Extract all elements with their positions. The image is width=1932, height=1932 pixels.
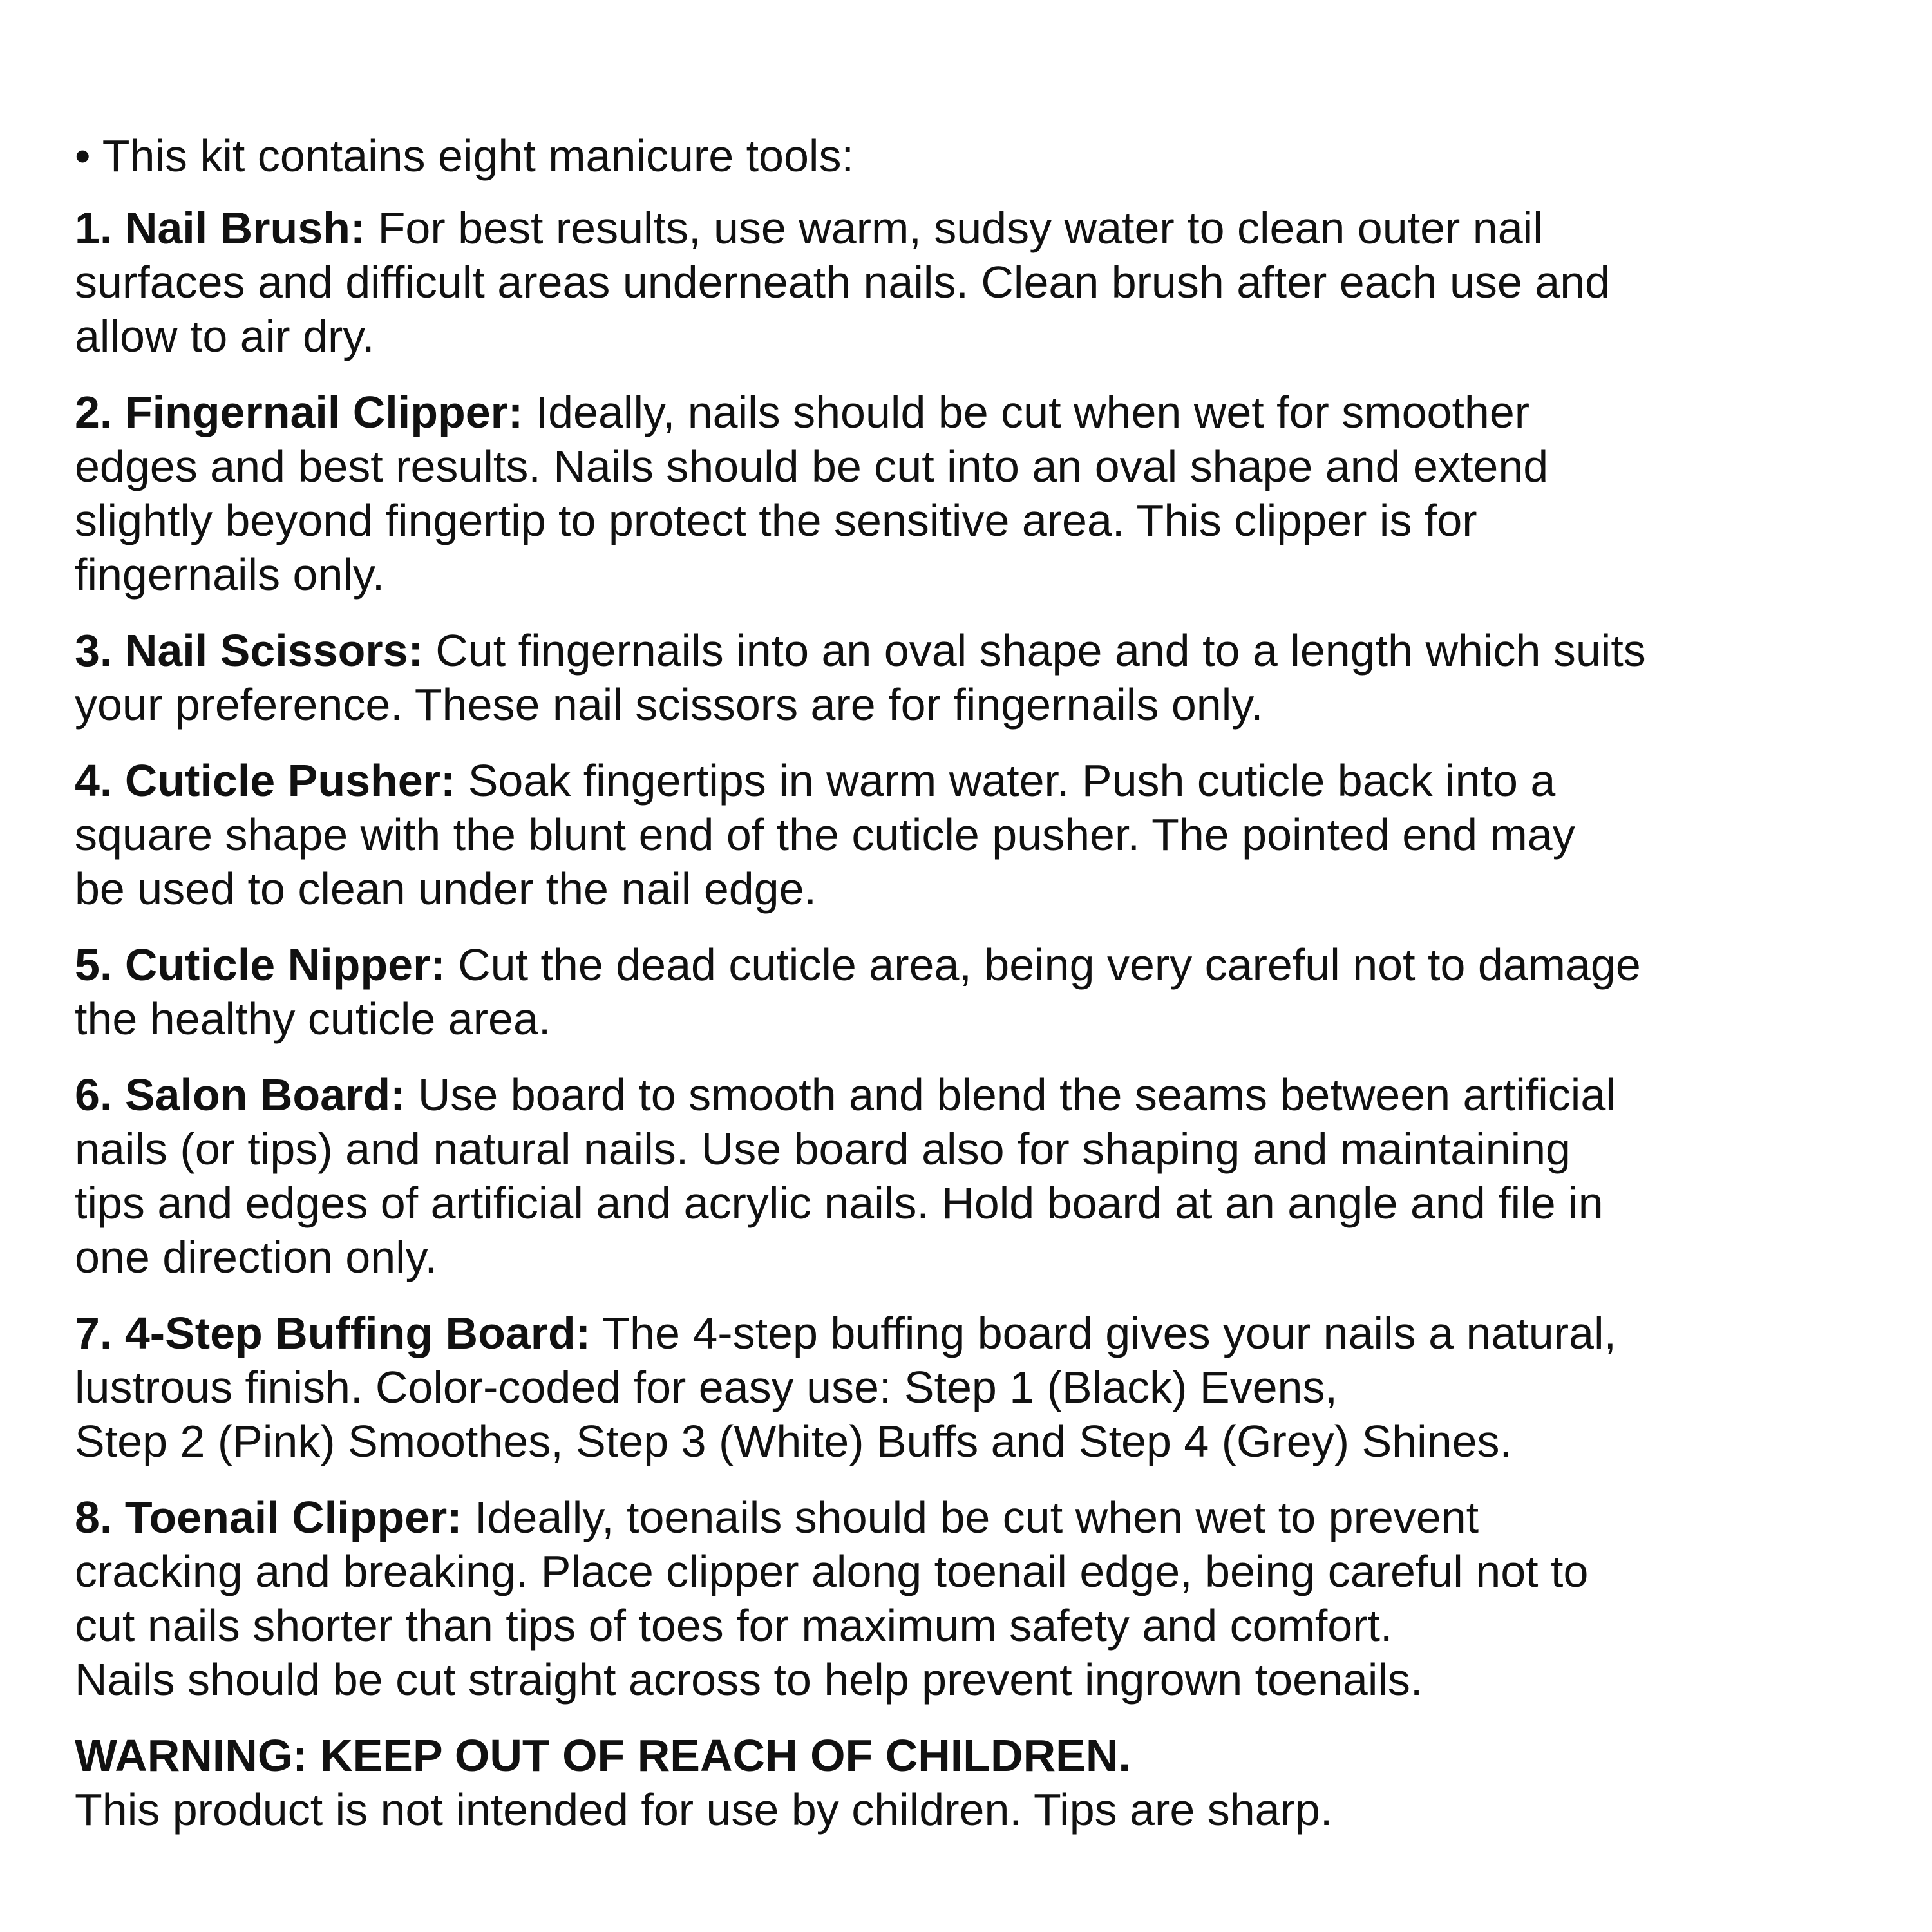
item-label: 4. Cuticle Pusher: xyxy=(75,755,456,806)
item-text: Cut the dead cuticle area, being very careful not to damage xyxy=(445,940,1641,990)
item-text: lustrous finish. Color-coded for easy use: Step 1 (Black) Evens, xyxy=(75,1362,1338,1412)
item-text: the healthy cuticle area. xyxy=(75,994,551,1044)
item-text: Use board to smooth and blend the seams between artificial xyxy=(405,1070,1616,1120)
item-text: Cut fingernails into an oval shape and to a length which suits xyxy=(422,625,1646,676)
item-label: 1. Nail Brush: xyxy=(75,203,366,253)
item-text: square shape with the blunt end of the cuticle pusher. The pointed end may xyxy=(75,810,1575,860)
item-label: 2. Fingernail Clipper: xyxy=(75,387,524,437)
item-text: surfaces and difficult areas underneath nails. Clean brush after each use and xyxy=(75,257,1611,307)
item-text: cut nails shorter than tips of toes for maximum safety and comfort. xyxy=(75,1600,1393,1651)
item-text: one direction only. xyxy=(75,1232,437,1282)
item-label: 7. 4-Step Buffing Board: xyxy=(75,1308,591,1358)
item-cuticle-nipper xyxy=(75,938,1904,1046)
item-text: Step 2 (Pink) Smoothes, Step 3 (White) Buffs and Step 4 (Grey) Shines. xyxy=(75,1416,1512,1466)
item-text: edges and best results. Nails should be cut into an oval shape and extend xyxy=(75,441,1549,491)
item-text: your preference. These nail scissors are for fingernails only. xyxy=(75,679,1264,730)
warning-title: WARNING: KEEP OUT OF REACH OF CHILDREN. xyxy=(75,1730,1131,1781)
item-text: Ideally, nails should be cut when wet for smoother xyxy=(523,387,1530,437)
item-label: 6. Salon Board: xyxy=(75,1070,406,1120)
item-text: nails (or tips) and natural nails. Use board also for shaping and maintaining xyxy=(75,1124,1571,1174)
item-toenail-clipper xyxy=(75,1490,1904,1707)
warning-text: This product is not intended for use by children. Tips are sharp. xyxy=(75,1785,1333,1835)
warning-block xyxy=(75,1728,1904,1837)
item-label: 3. Nail Scissors: xyxy=(75,625,423,676)
item-text: slightly beyond fingertip to protect the sensitive area. This clipper is for xyxy=(75,495,1477,545)
instructions-document xyxy=(75,129,1904,1837)
item-text: be used to clean under the nail edge. xyxy=(75,864,817,914)
item-text: Ideally, toenails should be cut when wet to prevent xyxy=(462,1492,1479,1542)
item-cuticle-pusher xyxy=(75,753,1904,916)
item-nail-brush xyxy=(75,201,1904,363)
item-text: Soak fingertips in warm water. Push cuticle back into a xyxy=(455,755,1556,806)
item-buffing-board xyxy=(75,1306,1904,1468)
item-text: fingernails only. xyxy=(75,549,385,600)
item-nail-scissors xyxy=(75,623,1904,732)
intro-line: • This kit contains eight manicure tools: xyxy=(75,131,854,181)
item-text: allow to air dry. xyxy=(75,311,375,361)
item-label: 8. Toenail Clipper: xyxy=(75,1492,462,1542)
item-text: The 4-step buffing board gives your nails a natural, xyxy=(591,1308,1616,1358)
item-text: cracking and breaking. Place clipper along toenail edge, being careful not to xyxy=(75,1546,1589,1596)
item-fingernail-clipper xyxy=(75,385,1904,601)
item-salon-board xyxy=(75,1068,1904,1284)
item-text: tips and edges of artificial and acrylic nails. Hold board at an angle and file in xyxy=(75,1178,1604,1228)
item-label: 5. Cuticle Nipper: xyxy=(75,940,446,990)
item-text: Nails should be cut straight across to help prevent ingrown toenails. xyxy=(75,1654,1423,1705)
item-text: For best results, use warm, sudsy water to clean outer nail xyxy=(365,203,1543,253)
